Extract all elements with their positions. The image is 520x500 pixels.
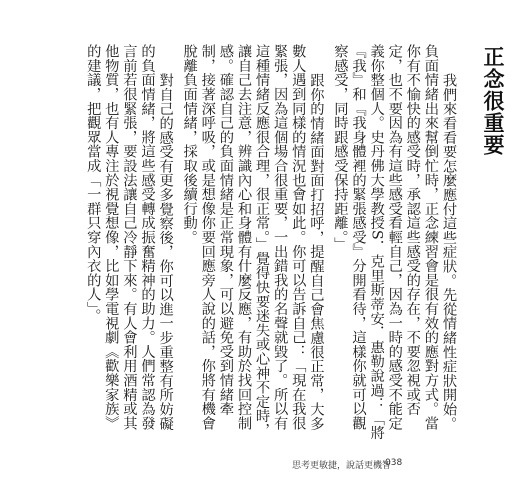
paragraph-2: 跟你的情緒面對面打招呼，提醒自己會焦慮很正常，大多數人遇到同樣的情況也會如此。你可以告訴自己：「現在我很緊張，因為這個場合很重要，一出錯我的名聲就毀了。所以有這種情緒反應很合理，很正常。」覺得快要迷失或心神不定時，讓自己去注意，辨識內心和身體有什麼反應，有助於找回控制感。確認自己的負面情緒是正常現象，可以避免受到情緒牽制，接著深呼吸，或是想像你要回應旁人說的話，你將有機會脫離負面情緒，採取後續行動。 [181,44,325,438]
body-text [84,44,458,440]
running-footer-book-title: 思考更敏捷，說話更機智 [292,461,392,471]
paragraph-3: 對自己的感受有更多覺察後，你可以進一步重整有所妨礙的負面情緒，將這些感受轉成振奮精神的助力。人們常認為發言前若很緊張，要設法讓自己冷靜下來。有人會利用酒精或其他物質，也有人專注於視覺想像，比如學電視劇《歡樂家族》的建議，把觀眾當成「一群只穿內衣的人」。 [85,44,174,431]
section-title: 正念很重要 [481,46,505,156]
paragraph-1: 我們來看看要怎麼應付這些症狀。先從情緒性症狀開始。負面情緒出來幫倒忙時，正念練習會是很有效的應對方式。當你有不愉快的感受時，承認這些感受的存在，不要忽視或否定，也不要因為有這些感受看輕自己，因為一時的感受不能定義你整個人。史丹佛大學教授S．克里斯蒂安．惠勒說過：「將『我』和『我身體裡的緊張感受』分開看待，這樣你就可以觀察感受，同時跟感受保持距離。」 [332,44,457,440]
page-footer [0,458,520,472]
page-number: 038 [385,458,403,468]
